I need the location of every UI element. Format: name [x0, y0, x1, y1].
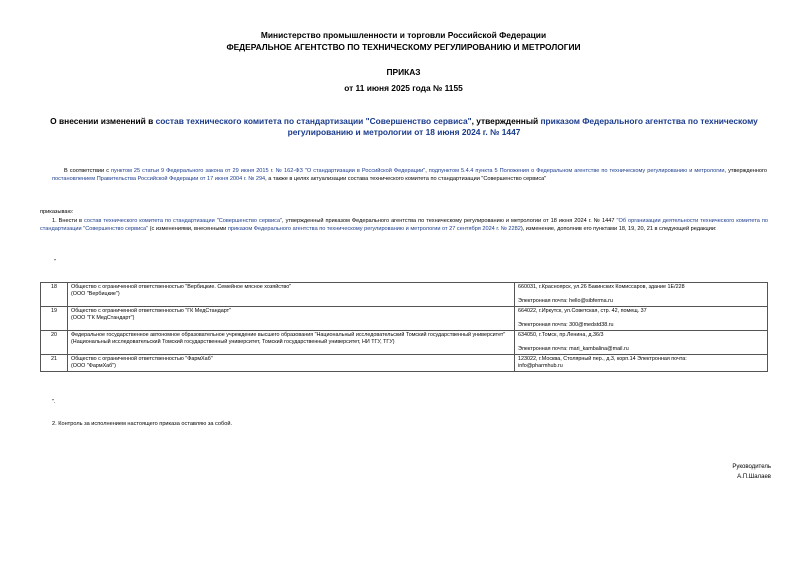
- table-row: [41, 331, 768, 355]
- row-number: 20: [41, 331, 68, 355]
- quote-open: ": [54, 259, 56, 265]
- organization-name: Федеральное государственное автономное образовательное учреждение высшего образования "Национальный исследовательский Томский государственный университет": [71, 332, 506, 338]
- organization-cell: [68, 331, 515, 355]
- address: 660031, г.Красноярск, ул.26 Бакинских Комиссаров, здание 1Е/228: [518, 284, 685, 290]
- organization-short-name: (ООО "ГК МедСтандарт"): [71, 315, 135, 321]
- agency-name: ФЕДЕРАЛЬНОЕ АГЕНТСТВО ПО ТЕХНИЧЕСКОМУ РЕГУЛИРОВАНИЮ И МЕТРОЛОГИИ: [226, 42, 581, 52]
- document-title: [40, 116, 768, 138]
- title-link-composition[interactable]: состав технического комитета по стандартизации "Совершенство сервиса": [155, 116, 472, 126]
- item-1-link-organization-order[interactable]: "Об организации деятельности технического комитета по стандартизации "Совершенство сервиса": [40, 218, 768, 232]
- address: 123022, г.Москва, Столярный пер., д.3, корп.14 Электронная почта:: [518, 356, 687, 362]
- document-type: ПРИКАЗ: [386, 67, 421, 77]
- preamble-text: , а также в целях актуализации состава технического комитета по стандартизации "Совершенство сервиса": [265, 176, 547, 182]
- signature-role: Руководитель: [732, 464, 771, 470]
- table-row: [41, 283, 768, 307]
- title-text: О внесении изменений в: [50, 116, 156, 126]
- organization-cell: [68, 307, 515, 331]
- row-number: 18: [41, 283, 68, 307]
- table-row: [41, 355, 768, 372]
- email: Электронная почта: hello@sibferma.ru: [518, 298, 613, 304]
- organization-short-name: (ООО "ФармХаб"): [71, 363, 116, 369]
- item-1-text: 1. Внести в: [52, 218, 85, 224]
- table-row: [41, 307, 768, 331]
- row-number: 19: [41, 307, 68, 331]
- contacts-cell: [515, 283, 768, 307]
- organization-short-name: (ООО "Вербицкие"): [71, 291, 120, 297]
- committee-members-table: [40, 282, 768, 372]
- address: 664022, г.Иркутск, ул.Советская, стр. 42, помещ. 37: [518, 308, 647, 314]
- organization-name: Общество с ограниченной ответственностью "ФармХаб": [71, 356, 213, 362]
- email: Электронная почта: 300@medstd38.ru: [518, 322, 614, 328]
- preamble-link-regulation[interactable]: подпунктом 5.4.4 пункта 5 Положения о Федеральном агентстве по техническому регулированию и метрологии: [428, 168, 725, 174]
- item-1-link-amendment-order[interactable]: приказом Федерального агентства по техническому регулированию и метрологии от 27 сентября 2024 г. № 2282: [227, 226, 521, 232]
- ministry-name: Министерство промышленности и торговли Российской Федерации: [260, 30, 547, 40]
- contacts-cell: [515, 307, 768, 331]
- preamble-text: ,: [425, 168, 429, 174]
- preamble-link-government-decree[interactable]: постановлением Правительства Российской Федерации от 17 июня 2004 г. № 294: [52, 176, 266, 182]
- document-date-number: от 11 июня 2025 года № 1155: [344, 83, 463, 93]
- preamble-text: В соответствии с: [64, 168, 112, 174]
- organization-cell: [68, 283, 515, 307]
- item-1-text: , утвержденный приказом Федерального агентства по техническому регулированию и метрологии от 18 июня 2024 г. № 1447: [282, 218, 617, 224]
- preamble-paragraph: [52, 167, 767, 183]
- preamble-link-federal-law[interactable]: пунктом 25 статьи 9 Федерального закона от 29 июня 2015 г. № 162-ФЗ "О стандартизации в Российской Федерации": [111, 168, 426, 174]
- item-1-link-composition[interactable]: состав технического комитета по стандартизации "Совершенство сервиса": [84, 218, 283, 224]
- title-link-order[interactable]: приказом Федерального агентства по техническому регулированию и метрологии от 18 июня 2024 г. № 1447: [287, 116, 758, 137]
- item-1-text: ), изменение, дополнив его пунктами 18, 19, 20, 21 в следующей редакции:: [520, 226, 717, 232]
- contacts-cell: [515, 355, 768, 372]
- row-number: 21: [41, 355, 68, 372]
- signature-name: А.П.Шалаев: [737, 474, 771, 480]
- order-word: приказываю:: [40, 209, 74, 215]
- contacts-cell: [515, 331, 768, 355]
- organization-name: Общество с ограниченной ответственностью "Вербицкие. Семейное мясное хозяйство": [71, 284, 292, 290]
- item-1-text: (с изменениями, внесенными: [148, 226, 228, 232]
- email: info@pharmhub.ru: [518, 363, 563, 369]
- item-1-paragraph: [40, 217, 768, 233]
- organization-name: Общество с ограниченной ответственностью "ГК МедСтандарт": [71, 308, 232, 314]
- email: Электронная почта: mari_kambalina@mail.ru: [518, 346, 629, 352]
- item-2-paragraph: 2. Контроль за исполнением настоящего приказа оставляю за собой.: [52, 421, 233, 427]
- quote-close: ".: [52, 399, 56, 405]
- organization-cell: [68, 355, 515, 372]
- organization-short-name: (Национальный исследовательский Томский государственный университет, Томский государственный университет, НИ ТГУ, ТГУ): [71, 339, 395, 345]
- preamble-text: , утвержденного: [724, 168, 768, 174]
- address: 634050, г.Томск, пр.Ленина, д.36/3: [518, 332, 604, 338]
- title-text: , утвержденный: [471, 116, 541, 126]
